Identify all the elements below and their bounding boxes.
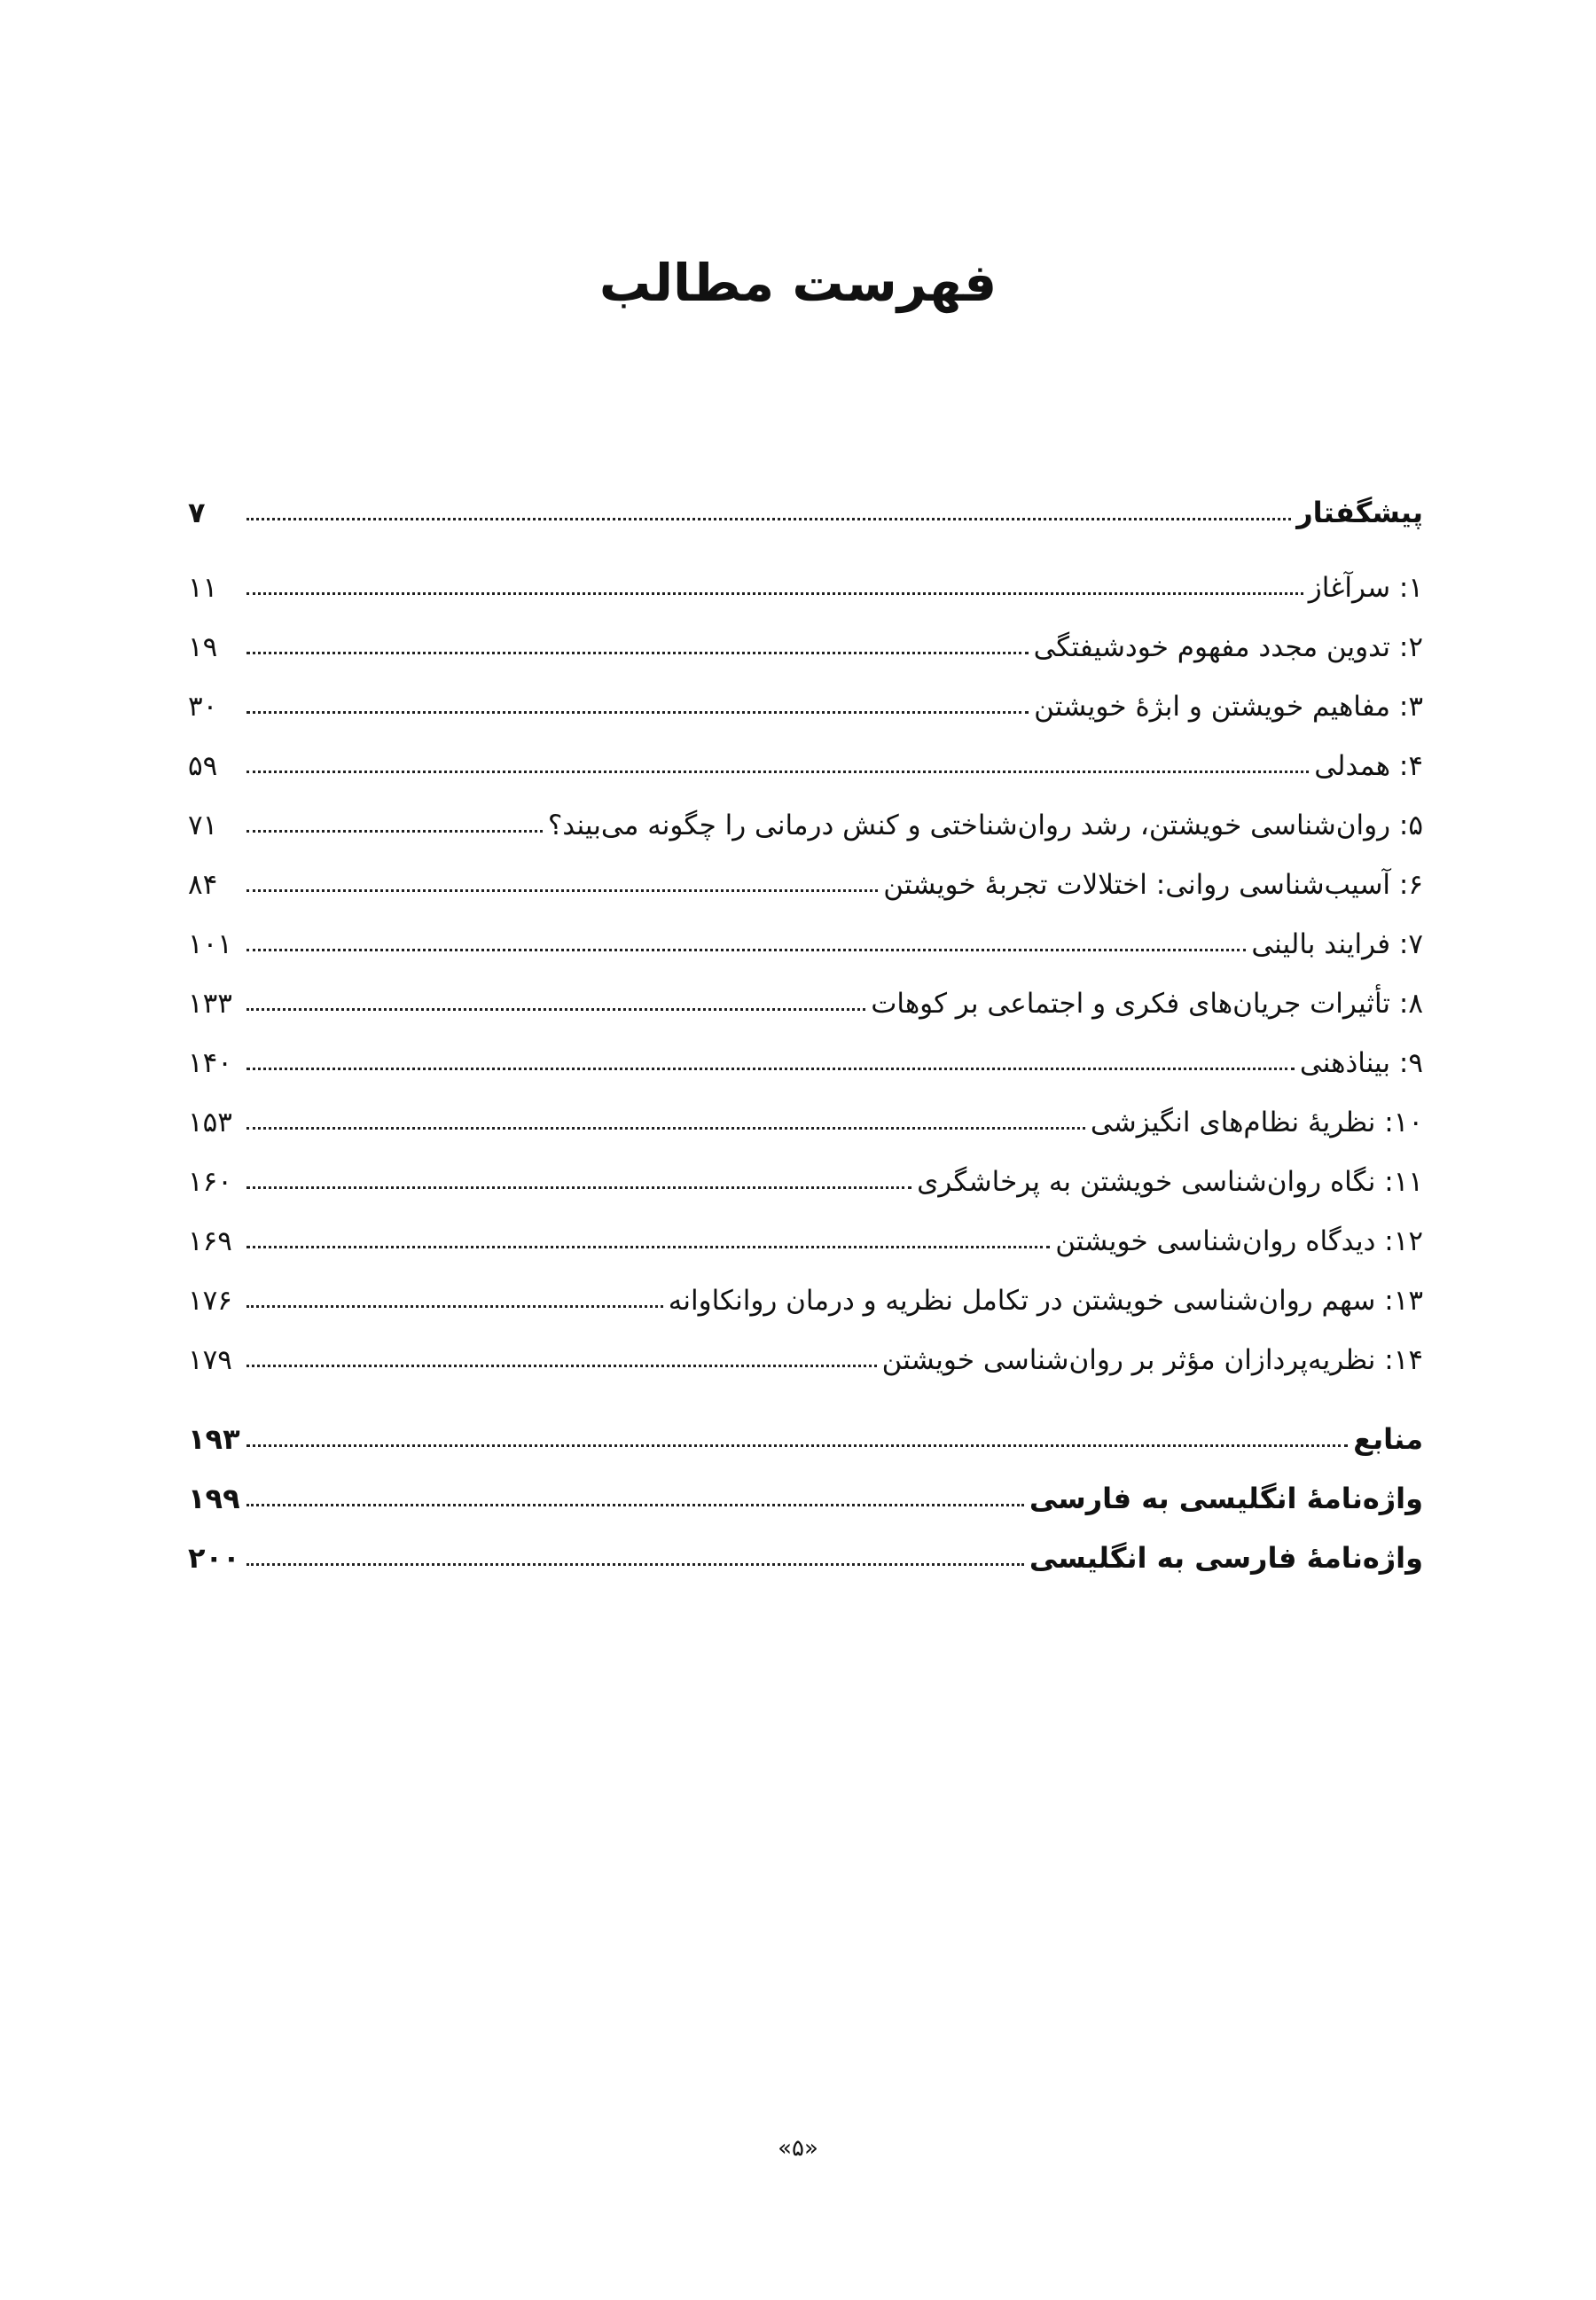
toc-entry-title: ۱۳: سهم روان‌شناسی خویشتن در تکامل نظریه و درمان روانکاوانه <box>668 1285 1423 1317</box>
toc-entry-title: ۴: همدلی <box>1314 750 1423 782</box>
toc-entry-page: ۱۴۰ <box>188 1047 232 1079</box>
toc-entry-title: ۵: روان‌شناسی خویشتن، رشد روان‌شناختی و کنش درمانی را چگونه می‌بیند؟ <box>547 810 1423 841</box>
toc-entry-chapter-7[interactable] <box>188 915 1423 974</box>
toc-entry-page: ۵۹ <box>188 750 218 782</box>
toc-entry-page: ۱۶۰ <box>188 1166 232 1198</box>
toc-entry-title: ۸: تأثیرات جریان‌های فکری و اجتماعی بر کوهات <box>871 988 1423 1020</box>
toc-entry-page: ۱۷۹ <box>188 1344 232 1376</box>
toc-entry-title: ۳: مفاهیم خویشتن و ابژهٔ خویشتن <box>1034 691 1423 723</box>
dot-leader <box>246 1304 663 1308</box>
dot-leader <box>246 517 1291 520</box>
toc-entry-page: ۱۷۶ <box>188 1285 232 1317</box>
toc-entry-page: ۱۶۹ <box>188 1225 232 1257</box>
toc-entry-page: ۷ <box>188 496 206 529</box>
toc-entry-title: ۹: بیناذهنی <box>1299 1047 1423 1079</box>
toc-entry-page: ۱۹۳ <box>188 1422 240 1456</box>
toc-entry-title: ۲: تدوین مجدد مفهوم خودشیفتگی <box>1033 631 1423 663</box>
toc-entry-title: ۷: فرایند بالینی <box>1251 928 1423 960</box>
toc-entry-glossary-en-fa[interactable] <box>188 1469 1423 1529</box>
dot-leader <box>246 1562 1024 1566</box>
toc-entry-chapter-13[interactable] <box>188 1271 1423 1331</box>
toc-entry-page: ۱۹۹ <box>188 1482 240 1515</box>
table-of-contents <box>188 483 1423 1588</box>
dot-leader <box>246 1067 1295 1070</box>
dot-leader <box>246 1364 877 1367</box>
page-number: «۵» <box>778 2135 818 2162</box>
dot-leader <box>246 1185 911 1189</box>
toc-entry-page: ۳۰ <box>188 691 218 723</box>
toc-entry-references[interactable] <box>188 1410 1423 1469</box>
page-title: فهرست مطالب <box>598 253 998 313</box>
toc-entry-page: ۲۰۰ <box>188 1541 240 1575</box>
toc-entry-chapter-3[interactable] <box>188 677 1423 737</box>
toc-entry-title: پیشگفتار <box>1296 496 1423 529</box>
dot-leader <box>246 591 1303 595</box>
toc-entry-title: منابع <box>1353 1422 1423 1456</box>
toc-entry-page: ۸۴ <box>188 869 218 901</box>
dot-leader <box>246 829 543 833</box>
toc-entry-chapter-4[interactable] <box>188 737 1423 796</box>
toc-entry-chapter-12[interactable] <box>188 1212 1423 1271</box>
toc-entry-chapter-8[interactable] <box>188 974 1423 1034</box>
toc-entry-chapter-2[interactable] <box>188 618 1423 677</box>
dot-leader <box>246 1503 1024 1506</box>
toc-entry-glossary-fa-en[interactable] <box>188 1529 1423 1588</box>
dot-leader <box>246 1245 1050 1248</box>
dot-leader <box>246 948 1246 951</box>
toc-entry-preface[interactable] <box>188 483 1423 543</box>
dot-leader <box>246 710 1029 714</box>
toc-entry-title: واژه‌نامهٔ انگلیسی به فارسی <box>1029 1482 1423 1515</box>
dot-leader <box>246 888 878 892</box>
toc-entry-chapter-14[interactable] <box>188 1331 1423 1390</box>
toc-entry-page: ۱۵۳ <box>188 1107 232 1138</box>
dot-leader <box>246 1126 1085 1130</box>
dot-leader <box>246 1007 865 1011</box>
toc-entry-title: ۶: آسیب‌شناسی روانی: اختلالات تجربهٔ خویشتن <box>883 869 1423 901</box>
toc-entry-page: ۱۰۱ <box>188 928 232 960</box>
toc-entry-chapter-1[interactable] <box>188 559 1423 618</box>
toc-entry-chapter-6[interactable] <box>188 856 1423 915</box>
toc-entry-page: ۷۱ <box>188 810 218 841</box>
toc-entry-chapter-10[interactable] <box>188 1093 1423 1153</box>
toc-entry-chapter-9[interactable] <box>188 1034 1423 1093</box>
dot-leader <box>246 1443 1348 1447</box>
toc-entry-page: ۱۳۳ <box>188 988 232 1020</box>
dot-leader <box>246 651 1029 654</box>
toc-entry-title: ۱: سرآغاز <box>1308 572 1423 604</box>
toc-entry-title: ۱۲: دیدگاه روان‌شناسی خویشتن <box>1055 1225 1423 1257</box>
toc-entry-chapter-5[interactable] <box>188 796 1423 856</box>
toc-entry-title: واژه‌نامهٔ فارسی به انگلیسی <box>1029 1541 1423 1575</box>
toc-entry-title: ۱۴: نظریه‌پردازان مؤثر بر روان‌شناسی خویشتن <box>881 1344 1423 1376</box>
toc-entry-chapter-11[interactable] <box>188 1153 1423 1212</box>
toc-entry-page: ۱۱ <box>188 572 218 604</box>
toc-entry-title: ۱۱: نگاه روان‌شناسی خویشتن به پرخاشگری <box>917 1166 1423 1198</box>
toc-entry-page: ۱۹ <box>188 631 218 663</box>
dot-leader <box>246 770 1309 773</box>
toc-entry-title: ۱۰: نظریهٔ نظام‌های انگیزشی <box>1090 1107 1423 1138</box>
